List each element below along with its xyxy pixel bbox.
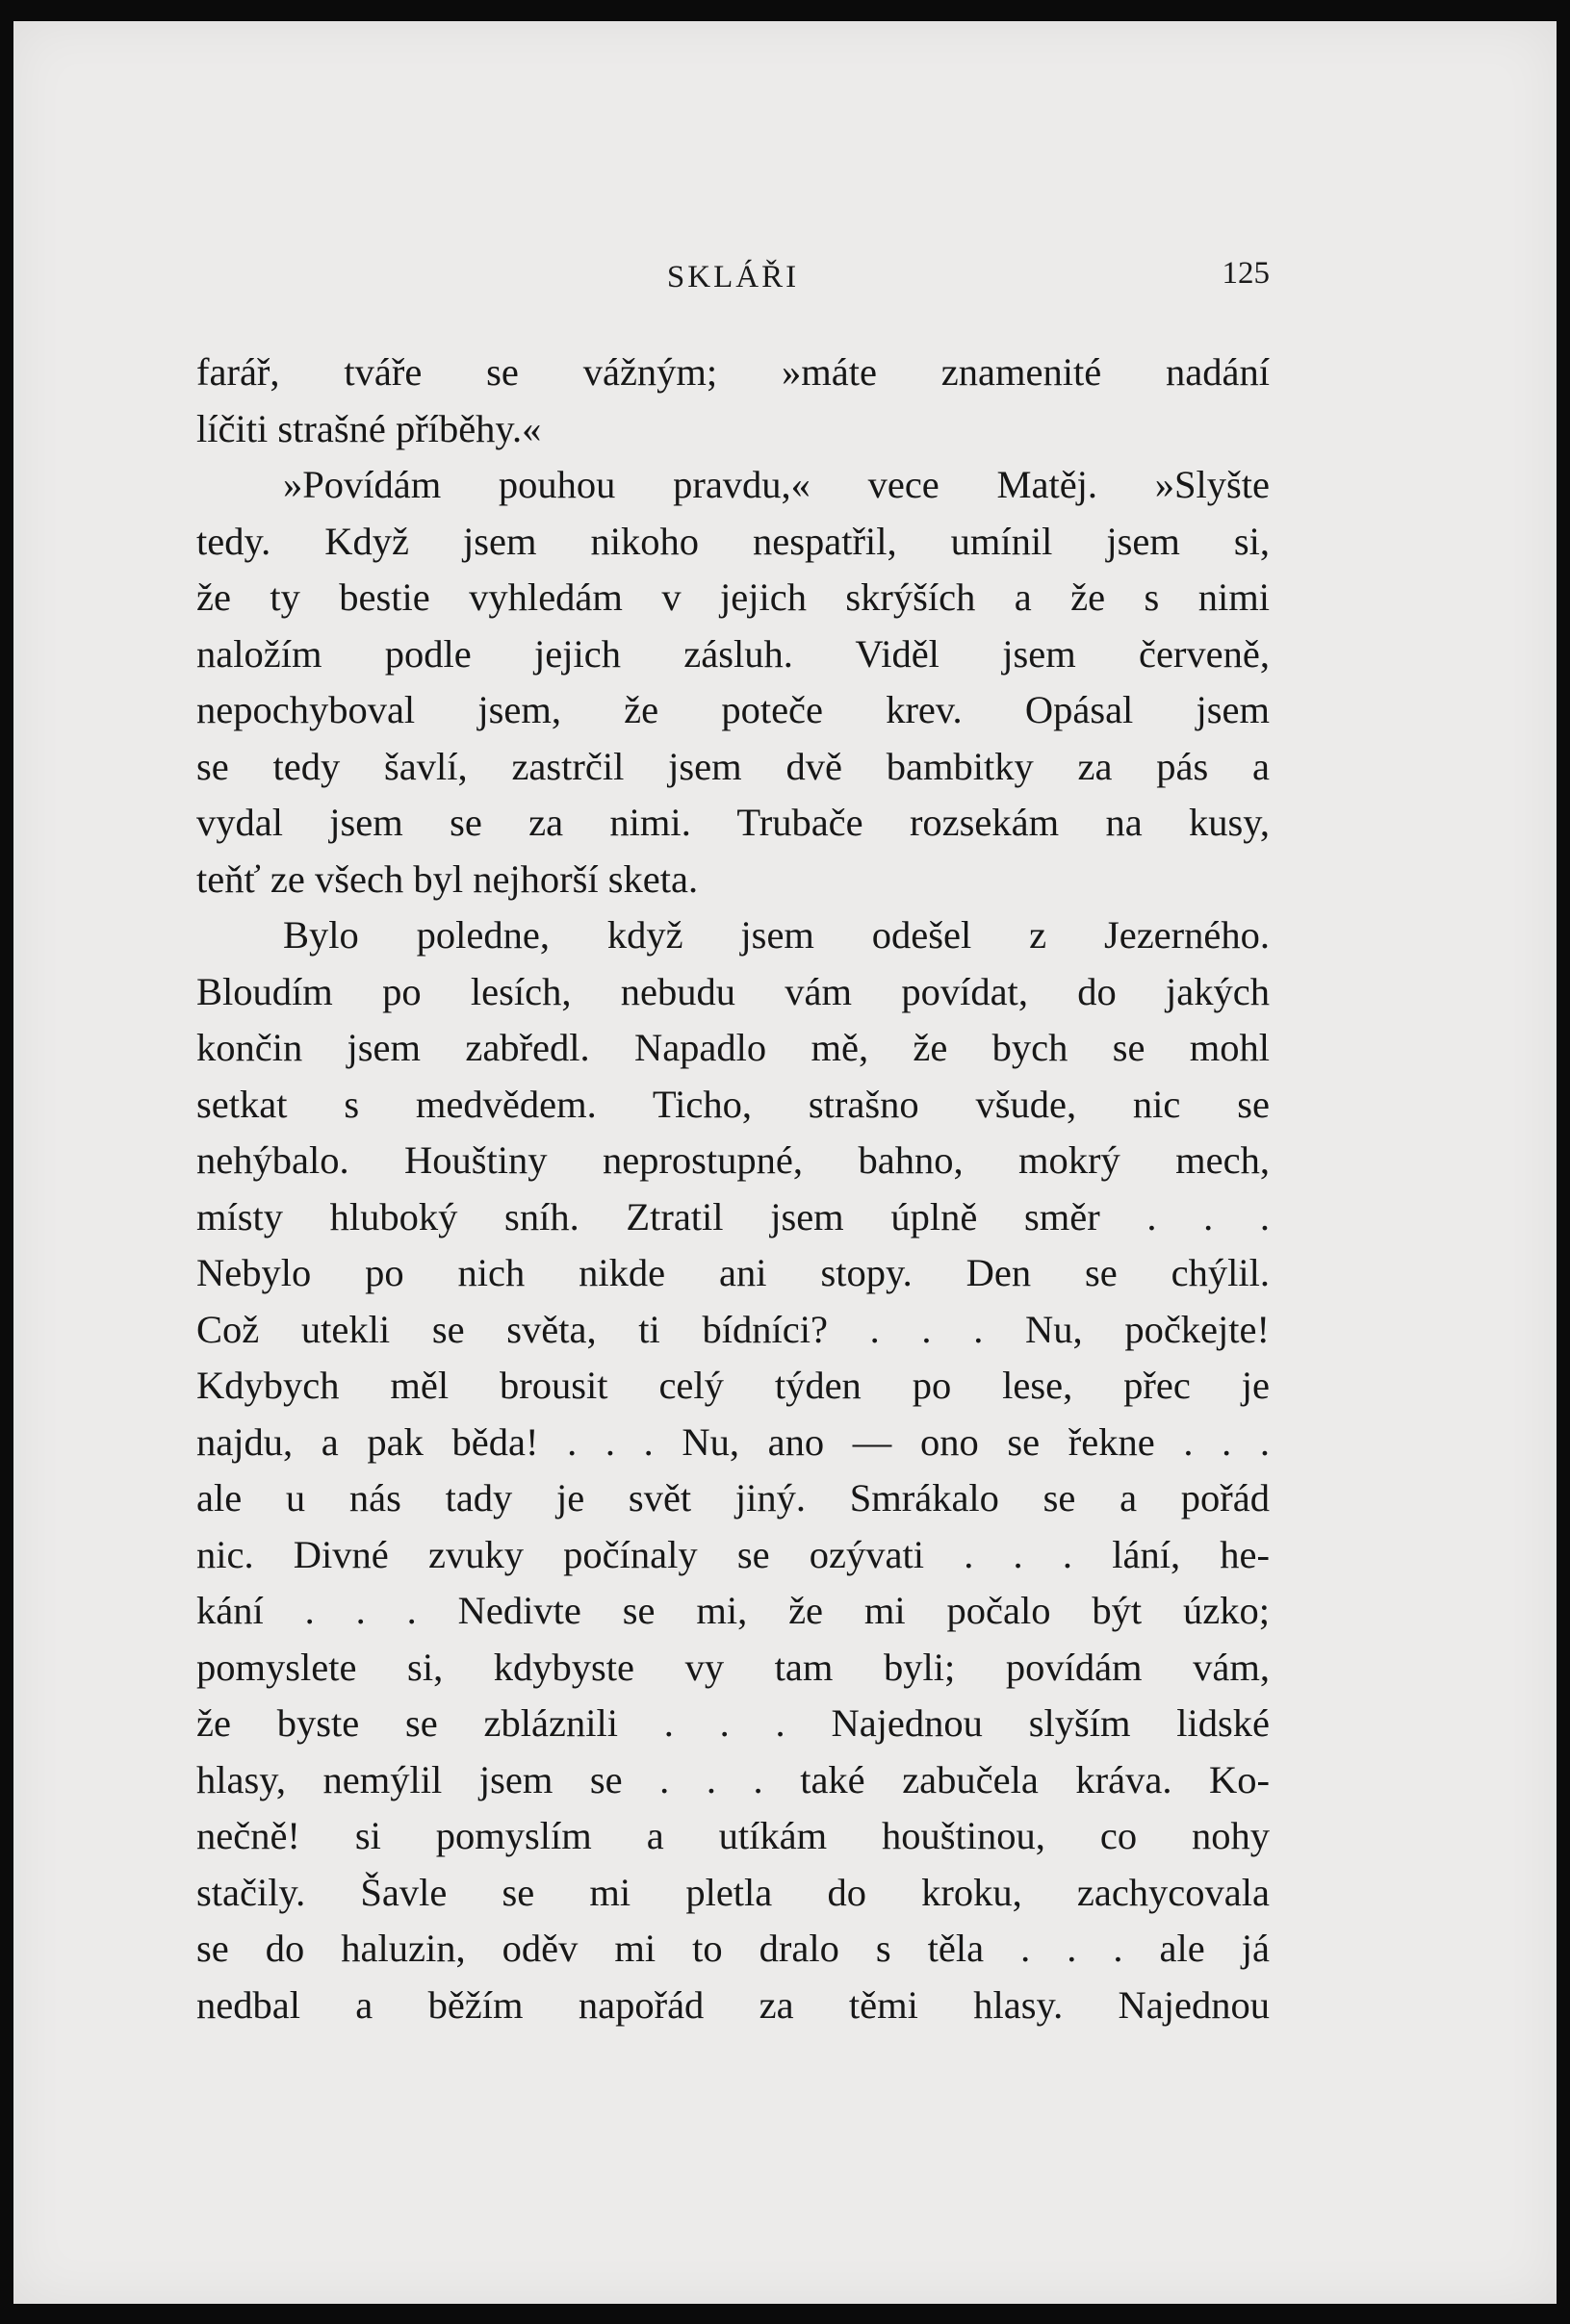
text-line: najdu, a pak běda! . . . Nu, ano — ono se řekne . . . — [196, 1419, 1270, 1464]
text-line: setkat s medvědem. Ticho, strašno všude, nic se — [196, 1082, 1270, 1126]
page-header — [196, 256, 1270, 298]
text-line: že byste se zbláznili . . . Najednou slyším lidské — [196, 1701, 1270, 1745]
text-line: farář, tváře se vážným; »máte znamenité nadání — [196, 350, 1270, 394]
text-line: Což utekli se světa, ti bídníci? . . . Nu, počkejte! — [196, 1307, 1270, 1351]
page-number: 125 — [1222, 256, 1270, 291]
text-line: se do haluzin, oděv mi to dralo s těla . . . ale já — [196, 1927, 1270, 1970]
text-line: hlasy, nemýlil jsem se . . . také zabučela kráva. Ko- — [196, 1757, 1270, 1801]
text-line: vydal jsem se za nimi. Trubače rozsekám na kusy, — [196, 801, 1270, 844]
text-line: stačily. Šavle se mi pletla do kroku, zachycovala — [196, 1870, 1270, 1914]
text-line: že ty bestie vyhledám v jejich skrýších a že s nimi — [196, 575, 1270, 619]
text-line: kání . . . Nedivte se mi, že mi počalo být úzko; — [196, 1589, 1270, 1632]
text-line: »Povídám pouhou pravdu,« vece Matěj. »Slyšte — [283, 463, 1270, 506]
text-line: líčiti strašné příběhy.« — [196, 406, 542, 450]
running-title: SKLÁŘI — [666, 260, 800, 294]
text-line: naložím podle jejich zásluh. Viděl jsem červeně, — [196, 631, 1270, 676]
text-line: Nebylo po nich nikde ani stopy. Den se chýlil. — [196, 1251, 1270, 1294]
text-line: Kdybych měl brousit celý týden po lese, přec je — [196, 1364, 1270, 1407]
text-line: teňť ze všech byl nejhorší sketa. — [196, 856, 699, 901]
text-line: se tedy šavlí, zastrčil jsem dvě bambitky za pás a — [196, 744, 1270, 788]
book-page — [13, 21, 1557, 2304]
text-line: Bylo poledne, když jsem odešel z Jezerného. — [283, 913, 1270, 957]
text-line: ale u nás tady je svět jiný. Smrákalo se a pořád — [196, 1476, 1270, 1520]
text-line: nehýbalo. Houštiny neprostupné, bahno, mokrý mech, — [196, 1138, 1270, 1182]
text-line: nečně! si pomyslím a utíkám houštinou, co nohy — [196, 1814, 1270, 1857]
text-line: nepochyboval jsem, že poteče krev. Opásal jsem — [196, 688, 1270, 731]
text-line: končin jsem zabředl. Napadlo mě, že bych se mohl — [196, 1026, 1270, 1069]
text-line: nic. Divné zvuky počínaly se ozývati . . . lání, he- — [196, 1532, 1270, 1576]
text-line: nedbal a běžím napořád za těmi hlasy. Najednou — [196, 1982, 1270, 2027]
body-text — [196, 345, 1270, 2033]
text-line: tedy. Když jsem nikoho nespatřil, umínil jsem si, — [196, 519, 1270, 563]
text-line: Bloudím po lesích, nebudu vám povídat, do jakých — [196, 969, 1270, 1013]
text-line: pomyslete si, kdybyste vy tam byli; povídám vám, — [196, 1645, 1270, 1689]
text-line: místy hluboký sníh. Ztratil jsem úplně směr . . . — [196, 1194, 1270, 1239]
